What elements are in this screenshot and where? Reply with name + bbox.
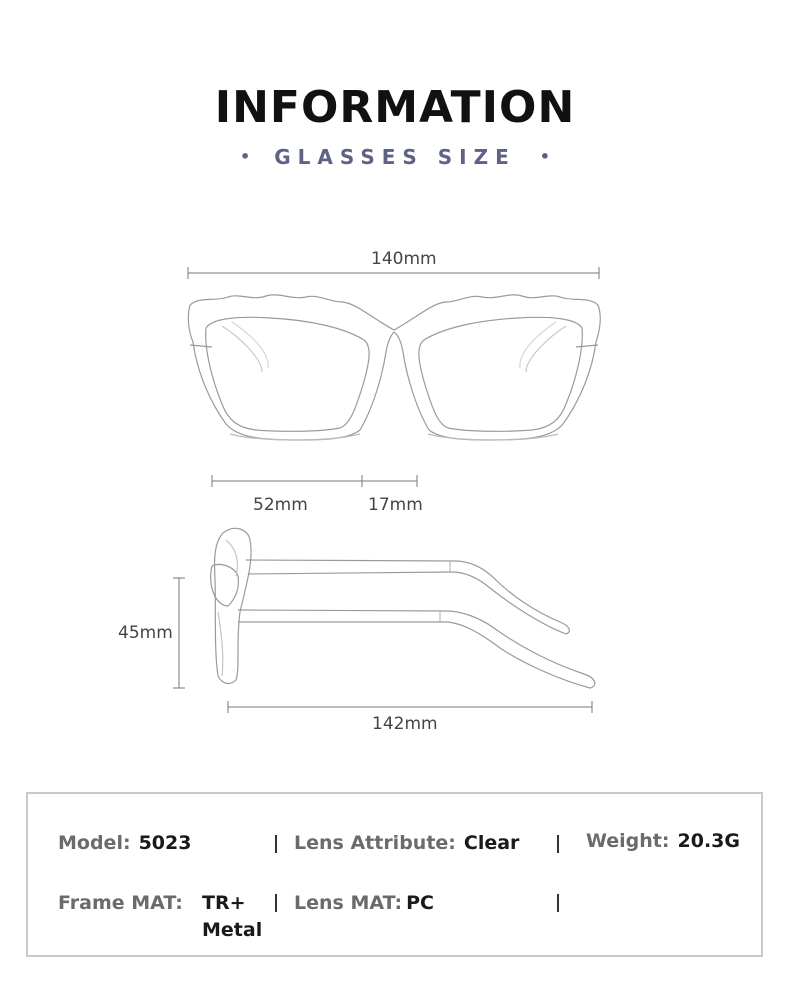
lens-bridge-dimension-line: [212, 475, 417, 487]
bullet-right: •: [539, 147, 551, 166]
divider: [275, 835, 277, 853]
glasses-front-view: [188, 295, 600, 440]
page-title: INFORMATION: [214, 82, 576, 133]
model-value: 5023: [138, 832, 192, 854]
divider: [557, 894, 559, 912]
lens-mat-label: Lens MAT:: [294, 892, 403, 914]
frame-mat-value: [202, 890, 262, 944]
divider: [275, 894, 277, 912]
model-spec: [58, 832, 191, 854]
temple-length-label: 142mm: [372, 714, 438, 734]
bridge-width-label: 17mm: [368, 495, 423, 515]
total-width-label: 140mm: [371, 249, 437, 269]
bullet-left: •: [239, 147, 251, 166]
frame-mat-label: Frame MAT:: [58, 892, 183, 914]
lens-mat-spec: [294, 892, 434, 914]
weight-value: 20.3G: [677, 830, 740, 852]
lens-height-dimension-line: [173, 578, 185, 688]
lens-attribute-label: Lens Attribute:: [294, 832, 456, 854]
frame-mat-value-line1: TR+: [202, 892, 246, 914]
frame-mat-spec: [58, 892, 183, 914]
subtitle-text: GLASSES SIZE: [274, 145, 516, 169]
weight-spec: [586, 830, 740, 852]
frame-mat-value-line2: Metal: [202, 919, 263, 941]
model-label: Model:: [58, 832, 131, 854]
lens-width-label: 52mm: [253, 495, 308, 515]
weight-label: Weight:: [586, 830, 670, 852]
specs-panel: [26, 792, 763, 957]
lens-height-label: 45mm: [118, 623, 173, 643]
lens-attribute-value: Clear: [463, 832, 520, 854]
divider: [557, 835, 559, 853]
lens-mat-value: PC: [406, 892, 434, 914]
temple-length-dimension-line: [228, 701, 592, 713]
lens-attribute-spec: [294, 832, 519, 854]
glasses-side-view: [211, 528, 595, 688]
